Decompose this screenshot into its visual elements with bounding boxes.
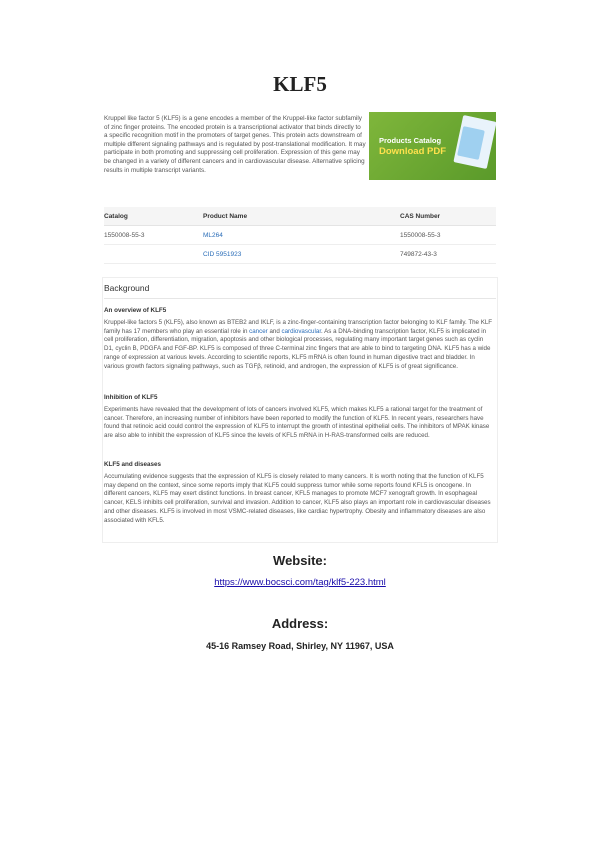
banner-line-2: Download PDF: [379, 146, 447, 157]
product-link-ml264[interactable]: ML264: [203, 231, 223, 239]
table-header-row: [104, 207, 496, 226]
address-label: Address:: [271, 616, 329, 631]
section-text: Experiments have revealed that the development of lots of cancers involved KLF5, which makes KLF5 a rational target for the treatment of cancer. Therefore, an increasing number of inhibitors have been reported to modify the function of KLF5. In recent years, researchers have found that retinoic acid could control the expression of KLF5 to interrupt the growth of intestinal epithelial cells. The inhibitors of MPAK kinase are also able to inhibit the expression of KLF5 since the levels of KFL5 mRNA in H-RAS-transformed cells are reduced.: [104, 406, 490, 440]
catalog-download-banner[interactable]: [369, 112, 496, 180]
header-product-name: Product Name: [203, 207, 400, 226]
page-title: KLF5: [273, 72, 327, 96]
table-row: [104, 226, 496, 245]
cell-catalog: 1550008-55-3: [104, 226, 203, 245]
cell-catalog: [104, 245, 203, 264]
cardiovascular-link[interactable]: cardiovascular: [281, 327, 322, 335]
section-title: KLF5 and diseases: [104, 461, 162, 468]
address-text: 45-16 Ramsey Road, Shirley, NY 11967, USA: [206, 641, 394, 651]
website-label: Website:: [273, 553, 327, 568]
product-link-cid[interactable]: CID 5951923: [203, 250, 242, 258]
table-row: [104, 245, 496, 264]
background-divider: [104, 298, 496, 299]
section-inhibition: [104, 394, 494, 441]
header-catalog: Catalog: [104, 207, 203, 226]
section-title: Inhibition of KLF5: [104, 394, 158, 401]
banner-line-1: Products Catalog: [379, 136, 442, 145]
section-title: An overview of KLF5: [104, 307, 167, 314]
background-heading: Background: [104, 283, 150, 293]
section-text: Accumulating evidence suggests that the expression of KLF5 is closely related to many cancers. It is worth noting that the function of KLF5 may depend on the context, since some reports imply that KLF5 could suppress tumor while some reports found KFL5 is oncogene. In different cancers, KLF5 may exert distinct functions. In breast cancer, KFL5 manages to promote MCF7 xenograft growth. In esophageal cancer, KELS inhibits cell proliferation, survival and invasion. Addition to cancer, KLF5 also plays an important role in cardiovascular diseases and other diseases. KLF5 is involved in most VSMC-related diseases, like cardiac hypertrophy. Obesity and inflammatory diseases are also associated with KFL5.: [104, 473, 491, 524]
header-cas-number: CAS Number: [400, 207, 496, 226]
products-table: [104, 207, 496, 264]
section-text: Kruppel-like factors 5 (KLF5), also known as BTEB2 and IKLF, is a zinc-finger-containing transcription factor belonging to KLF family. The KLF family has 17 members who play an essential role in cancer and cardiovascular. As a DNA-binding transcription factor, KLF5 is implicated in cell proliferation, differentiation, migration, apoptosis and other biological processes, regulating many important target genes such as cyclin D1, cyclin B, PDGFA and FGF-BP. KLF5 is composed of three C-terminal zinc fingers that are able to bind to targeting DNA. KLF5 has a wide range of expression at various levels. According to scientific reports, KLF5 mRNA is often found in human digestive tract and bladder. In various growth factors signaling pathways, such as TGFβ, retinoid, and androgen, the expression of KLF5 is of great significance.: [104, 319, 493, 370]
cancer-link[interactable]: cancer: [249, 327, 268, 335]
intro-paragraph: Kruppel like factor 5 (KLF5) is a gene encodes a member of the Kruppel-like factor subfamily of zinc finger proteins. The encoded protein is a transcriptional activator that binds directly to a specific recognition motif in the promoters of target genes. This protein acts downstream of multiple different signaling pathways and is regulated by post-translational modification. It may participate in both promoting and suppressing cell proliferation. Expression of this gene may be changed in a variety of different cancers and in cardiovascular disease. Alternative splicing results in multiple transcript variants.: [104, 115, 366, 174]
cell-cas: 749872-43-3: [400, 245, 496, 264]
section-overview: [104, 307, 494, 371]
website-link[interactable]: https://www.bocsci.com/tag/klf5-223.html: [214, 577, 386, 588]
cell-cas: 1550008-55-3: [400, 226, 496, 245]
section-diseases: [104, 461, 494, 525]
